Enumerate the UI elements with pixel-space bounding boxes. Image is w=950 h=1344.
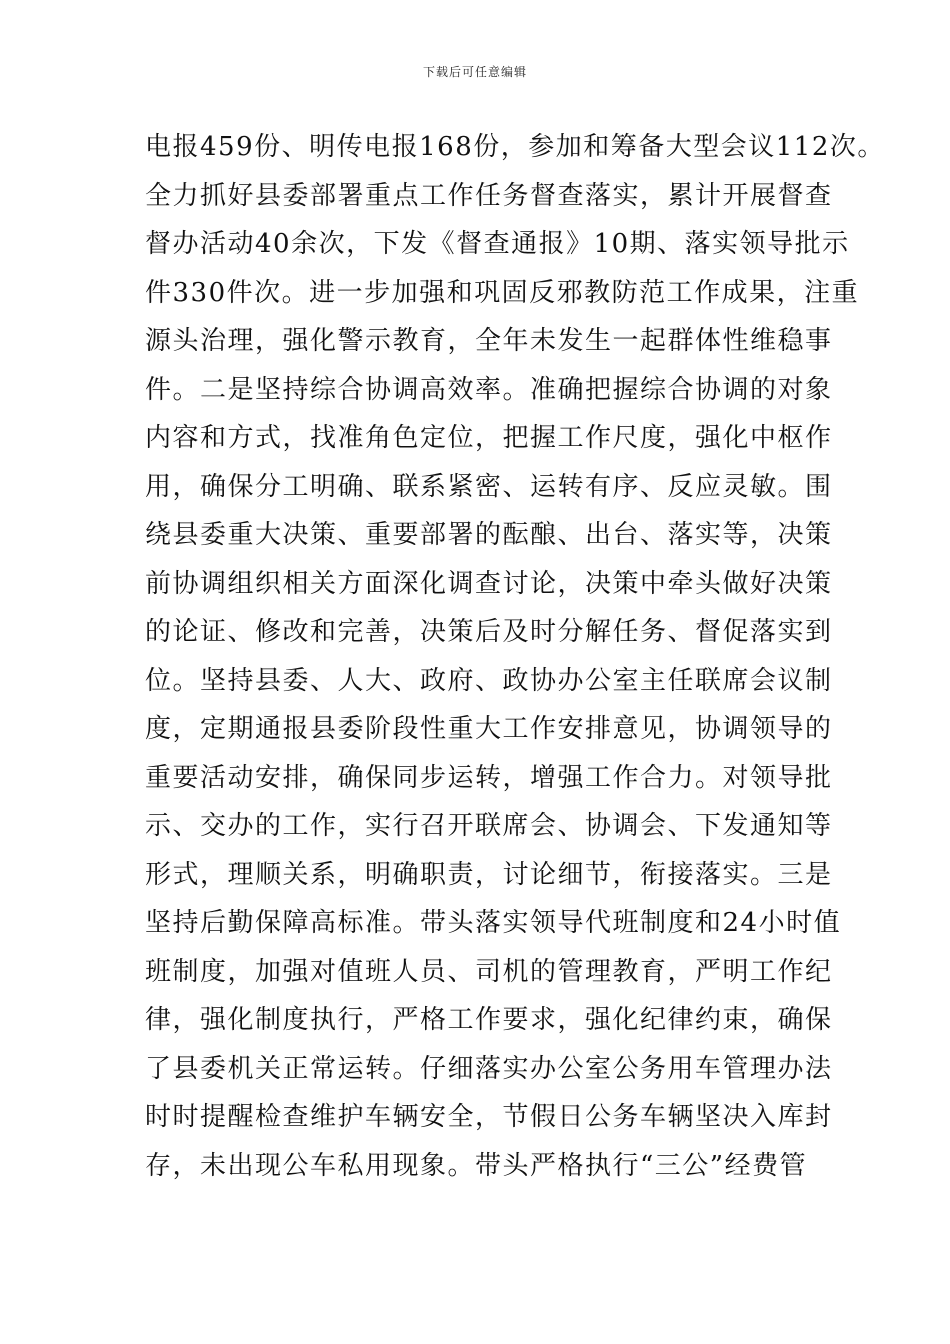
text-line: 绕县委重大决策、重要部署的酝酿、出台、落实等，决策 [145,520,833,550]
text-line: 形式，理顺关系，明确职责，讨论细节，衔接落实。三是 [145,859,833,890]
text-line: 件330件次。进一步加强和巩固反邪教防范工作成果，注重 [145,277,860,308]
text-line: 坚持后勤保障高标准。带头落实领导代班制度和24小时值 [145,908,842,938]
text-line: 电报459份、明传电报168份，参加和筹备大型会议112次。 [145,132,885,162]
text-line: 位。坚持县委、人大、政府、政协办公室主任联席会议制 [145,665,833,696]
text-line: 班制度，加强对值班人员、司机的管理教育，严明工作纪 [145,956,833,987]
text-line: 示、交办的工作，实行召开联席会、协调会、下发通知等 [145,811,833,841]
text-line: 了县委机关正常运转。仔细落实办公室公务用车管理办法 [145,1053,833,1084]
text-line: 内容和方式，找准角色定位，把握工作尺度，强化中枢作 [145,423,833,453]
text-line: 督办活动40余次，下发《督查通报》10期、落实领导批示 [145,229,850,259]
page-header: 下载后可任意编辑 [422,65,527,79]
text-line: 重要活动安排，确保同步运转，增强工作合力。对领导批 [145,762,833,793]
body-text [145,128,885,1195]
text-line: 时时提醒检查维护车辆安全，节假日公务车辆坚决入库封 [145,1102,833,1132]
text-line: 存，未出现公车私用现象。带头严格执行“三公”经费管 [145,1150,808,1181]
text-line: 的论证、修改和完善，决策后及时分解任务、督促落实到 [145,617,833,647]
text-line: 件。二是坚持综合协调高效率。准确把握综合协调的对象 [145,374,833,405]
text-line: 源头治理，强化警示教育，全年未发生一起群体性维稳事 [145,326,833,356]
text-line: 前协调组织相关方面深化调查讨论，决策中牵头做好决策 [145,568,833,599]
text-line: 律，强化制度执行，严格工作要求，强化纪律约束，确保 [145,1005,833,1035]
text-line: 全力抓好县委部署重点工作任务督查落实，累计开展督查 [145,180,833,211]
text-line: 度，定期通报县委阶段性重大工作安排意见，协调领导的 [145,714,833,744]
text-line: 用，确保分工明确、联系紧密、运转有序、反应灵敏。围 [145,471,833,502]
